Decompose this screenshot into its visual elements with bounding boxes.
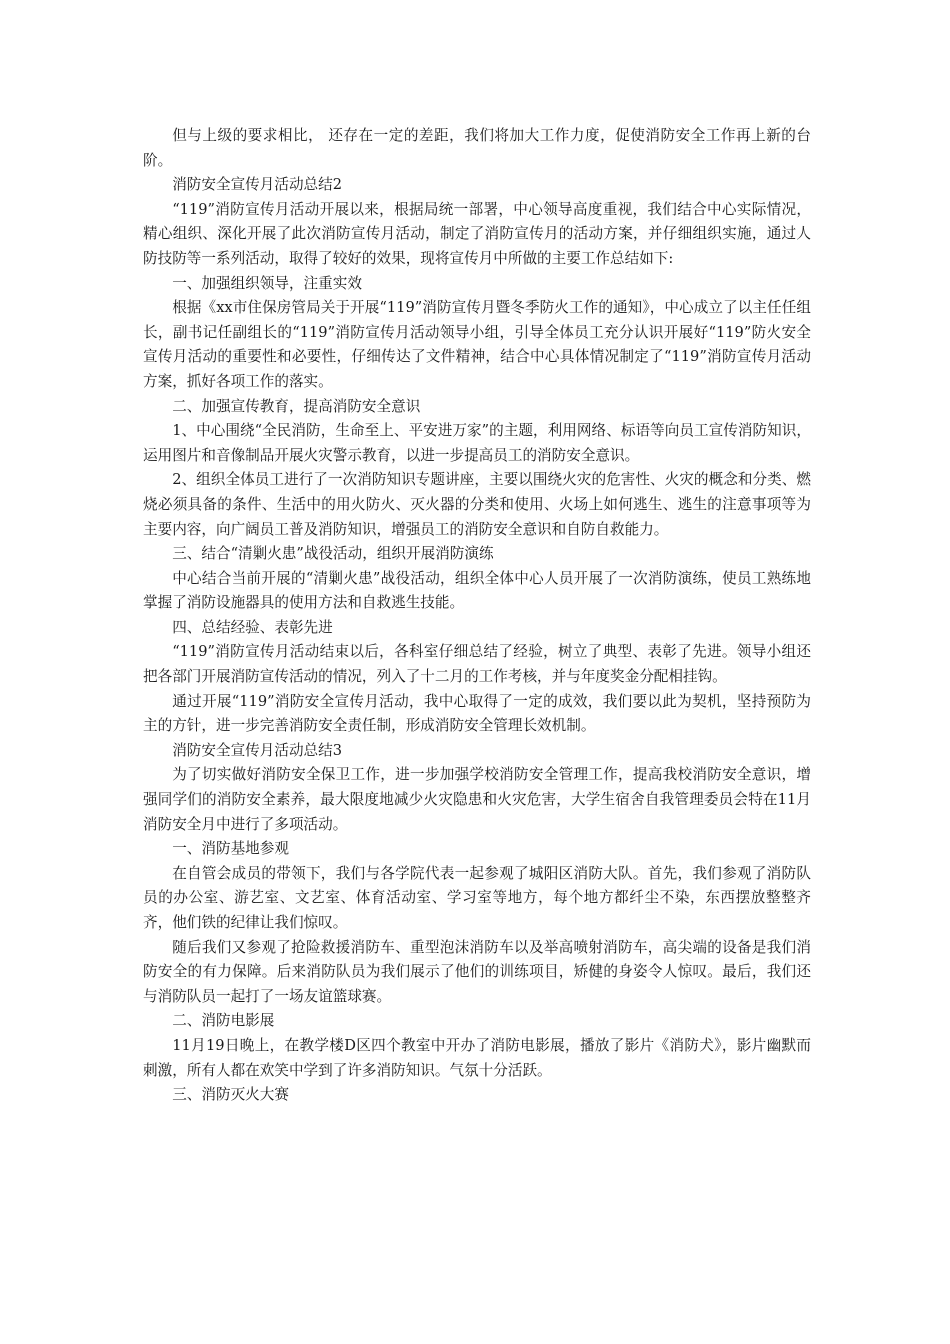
section-heading: 三、消防灭火大赛	[172, 1086, 289, 1104]
section-heading: 二、消防电影展	[172, 1012, 275, 1030]
body-paragraph: “119”消防宣传月活动开展以来，根据局统一部署，中心领导高度重视，我们结合中心实际情况，精心组织、深化开展了此次消防宣传月活动，制定了消防宣传月的活动方案，并仔细组织实施，通过人防技防等一系列活动，取得了较好的效果，现将宣传月中所做的主要工作总结如下:	[143, 200, 811, 267]
section-title: 消防安全宣传月活动总结3	[172, 741, 343, 759]
section-heading: 三、结合“清剿火患”战役活动，组织开展消防演练	[172, 545, 494, 563]
body-paragraph: 2、组织全体员工进行了一次消防知识专题讲座，主要以围绕火灾的危害性、火灾的概念和分类、燃烧必须具备的条件、生活中的用火防火、灭火器的分类和使用、火场上如何逃生、逃生的注意事项等为主要内容，向广阔员工普及消防知识，增强员工的消防安全意识和自防自救能力。	[143, 471, 811, 538]
body-paragraph: 但与上级的要求相比， 还存在一定的差距，我们将加大工作力度，促使消防安全工作再上新的台阶。	[143, 127, 811, 169]
body-paragraph: 随后我们又参观了抢险救援消防车、重型泡沫消防车以及举高喷射消防车，高尖端的设备是我们消防安全的有力保障。后来消防队员为我们展示了他们的训练项目，矫健的身姿令人惊叹。最后，我们还与消防队员一起打了一场友谊篮球赛。	[143, 938, 811, 1005]
body-paragraph: 11月19日晚上，在教学楼D区四个教室中开办了消防电影展，播放了影片《消防犬》，影片幽默而刺激，所有人都在欢笑中学到了许多消防知识。气氛十分活跃。	[143, 1036, 811, 1079]
body-paragraph: 在自管会成员的带领下，我们与各学院代表一起参观了城阳区消防大队。首先，我们参观了消防队员的办公室、游艺室、文艺室、体育活动室、学习室等地方，每个地方都纤尘不染，东西摆放整整齐齐，他们铁的纪律让我们惊叹。	[143, 864, 811, 931]
section-heading: 四、总结经验、表彰先进	[172, 618, 333, 636]
section-title: 消防安全宣传月活动总结2	[172, 176, 343, 194]
section-heading: 一、加强组织领导，注重实效	[172, 274, 362, 292]
document-page	[143, 124, 811, 1108]
body-paragraph: 根据《xx市住保房管局关于开展“119”消防宣传月暨冬季防火工作的通知》，中心成立了以主任任组长，副书记任副组长的“119”消防宣传月活动领导小组，引导全体员工充分认识开展好“119”防火安全宣传月活动的重要性和必要性，仔细传达了文件精神，结合中心具体情况制定了“119”消防宣传月活动方案，抓好各项工作的落实。	[143, 299, 811, 390]
body-paragraph: “119”消防宣传月活动结束以后，各科室仔细总结了经验，树立了典型、表彰了先进。领导小组还把各部门开展消防宣传活动的情况，列入了十二月的工作考核，并与年度奖金分配相挂钩。	[143, 643, 811, 686]
body-paragraph: 1、中心围绕“全民消防，生命至上、平安进万家”的主题，利用网络、标语等向员工宣传消防知识，运用图片和音像制品开展火灾警示教育，以进一步提高员工的消防安全意识。	[143, 422, 811, 464]
body-paragraph: 为了切实做好消防安全保卫工作，进一步加强学校消防安全管理工作，提高我校消防安全意识，增强同学们的消防安全素养，最大限度地减少火灾隐患和火灾危害，大学生宿舍自我管理委员会特在11月消防安全月中进行了多项活动。	[143, 766, 811, 833]
body-paragraph: 中心结合当前开展的“清剿火患”战役活动，组织全体中心人员开展了一次消防演练，使员工熟练地掌握了消防设施器具的使用方法和自救逃生技能。	[143, 569, 811, 612]
section-heading: 一、消防基地参观	[172, 840, 289, 858]
body-paragraph: 通过开展“119”消防安全宣传月活动，我中心取得了一定的成效，我们要以此为契机，坚持预防为主的方针，进一步完善消防安全责任制，形成消防安全管理长效机制。	[143, 692, 811, 735]
section-heading: 二、加强宣传教育，提高消防安全意识	[172, 397, 421, 415]
